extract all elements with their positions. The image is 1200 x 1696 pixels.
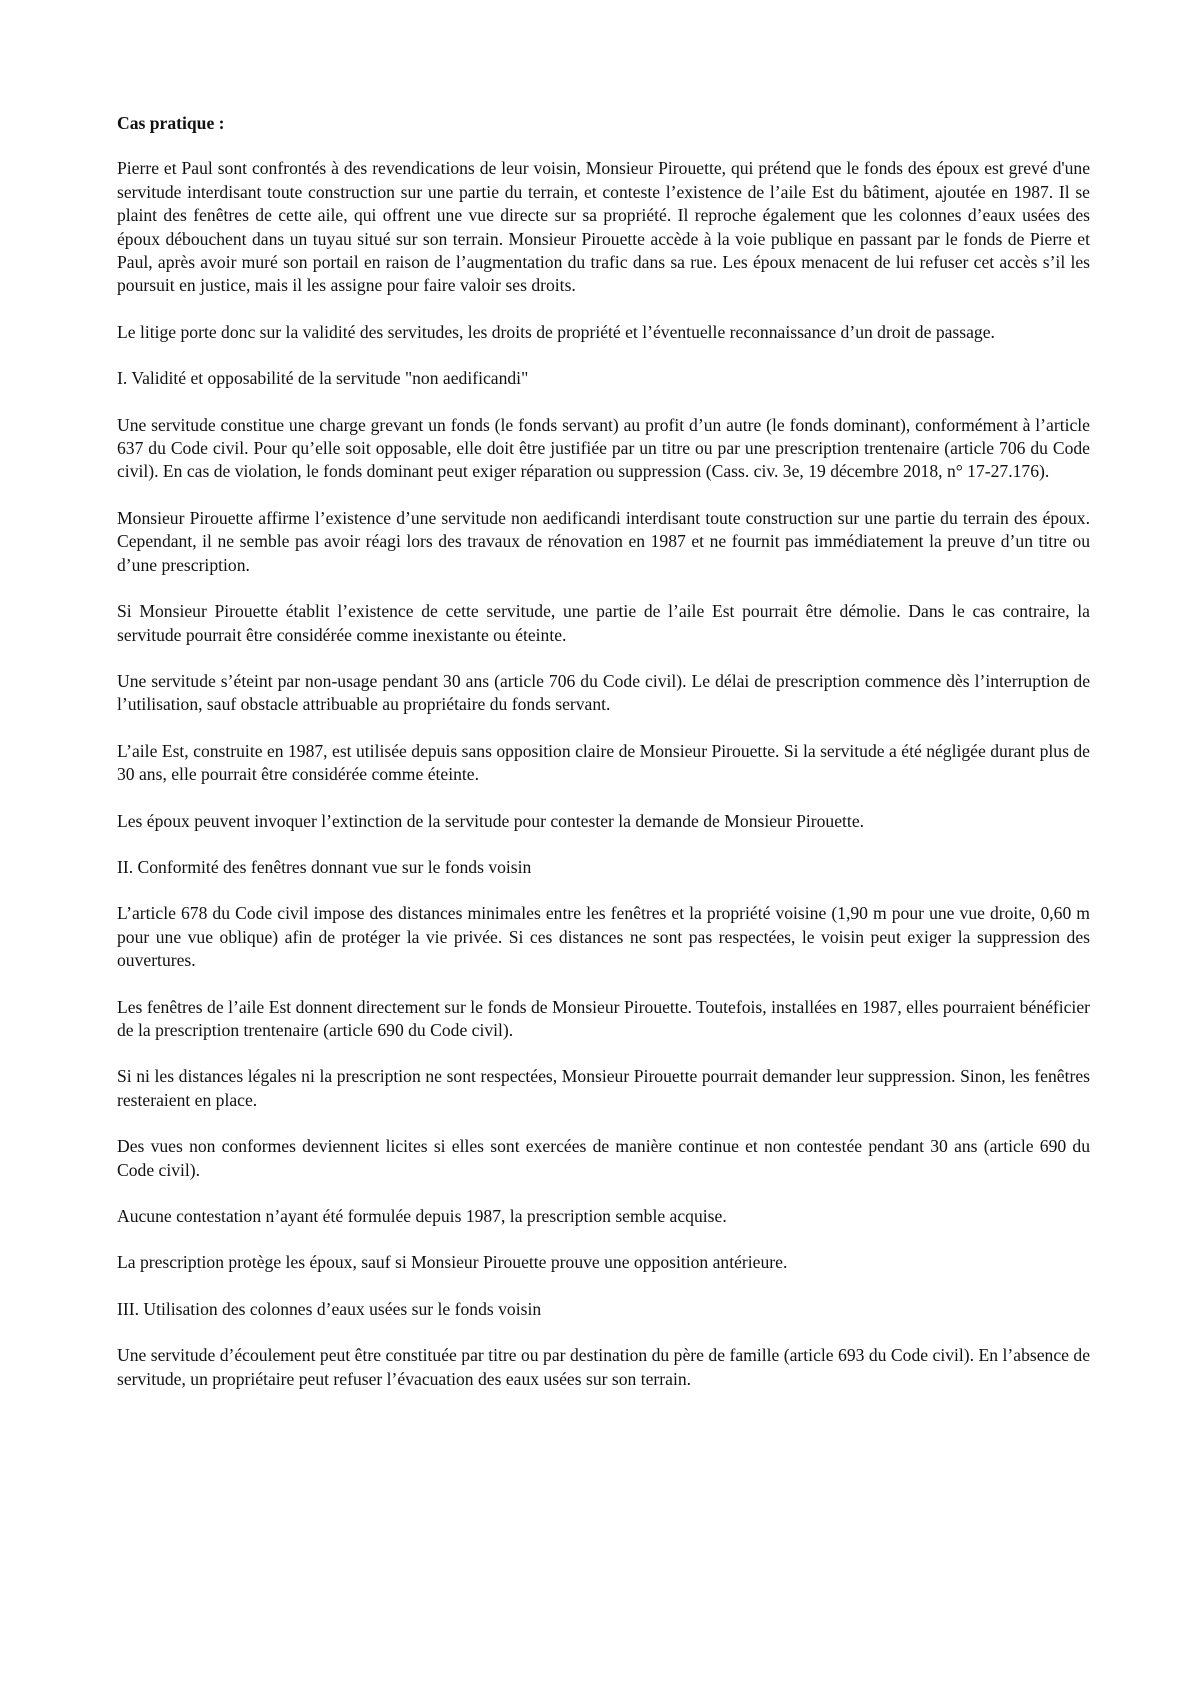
- document-title: Cas pratique :: [117, 113, 225, 133]
- section-heading-2: II. Conformité des fenêtres donnant vue sur le fonds voisin: [117, 856, 532, 877]
- paragraph-aile-est: L’aile Est, construite en 1987, est utilisée depuis sans opposition claire de Monsieur Pirouette. Si la servitude a été négligée durant plus de 30 ans, elle pourrait être considérée comme éteinte.: [117, 740, 1090, 785]
- paragraph-pirouette-claim: Monsieur Pirouette affirme l’existence d’une servitude non aedificandi interdisant toute construction sur une partie du terrain des époux. Cependant, il ne semble pas avoir réagi lors des travaux de rénovation en 1987 et ne fournit pas immédiatement la preuve d’un titre ou d’une prescription.: [117, 507, 1090, 575]
- paragraph-article-678: L’article 678 du Code civil impose des distances minimales entre les fenêtres et la propriété voisine (1,90 m pour une vue droite, 0,60 m pour une vue oblique) afin de protéger la vie privée. Si ces distances ne sont pas respectées, le voisin peut exiger la suppression des ouvertures.: [117, 903, 1090, 971]
- section-heading-1: I. Validité et opposabilité de la servitude "non aedificandi": [117, 368, 529, 389]
- paragraph-fenetres: Les fenêtres de l’aile Est donnent directement sur le fonds de Monsieur Pirouette. Toutefois, installées en 1987, elles pourraient bénéficier de la prescription trentenaire (article 690 du Code civil).: [117, 996, 1090, 1040]
- section-heading-3: III. Utilisation des colonnes d’eaux usées sur le fonds voisin: [117, 1298, 542, 1319]
- paragraph-non-usage: Une servitude s’éteint par non-usage pendant 30 ans (article 706 du Code civil). Le délai de prescription commence dès l’interruption de l’utilisation, sauf obstacle attribuable au propriétaire du fonds servant.: [117, 670, 1090, 715]
- paragraph-prescription: La prescription protège les époux, sauf si Monsieur Pirouette prouve une opposition antérieure.: [117, 1252, 788, 1273]
- paragraph-servitude-definition: Une servitude constitue une charge grevant un fonds (le fonds servant) au profit d’un autre (le fonds dominant), conformément à l’article 637 du Code civil. Pour qu’elle soit opposable, elle doit être justifiée par un titre ou par une prescription trentenaire (article 706 du Code civil). En cas de violation, le fonds dominant peut exiger réparation ou suppression (Cass. civ. 3e, 19 décembre 2018, n° 17-27.176).: [117, 414, 1090, 482]
- paragraph-contestation: Aucune contestation n’ayant été formulée depuis 1987, la prescription semble acquise.: [117, 1206, 727, 1226]
- paragraph-ecoulement: Une servitude d’écoulement peut être constituée par titre ou par destination du père de famille (article 693 du Code civil). En l’absence de servitude, un propriétaire peut refuser l’évacuation des eaux usées sur son terrain.: [117, 1345, 1090, 1389]
- document-page: [117, 112, 1090, 1414]
- paragraph-suppression: Si ni les distances légales ni la prescription ne sont respectées, Monsieur Pirouette pourrait demander leur suppression. Sinon, les fenêtres resteraient en place.: [117, 1066, 1090, 1110]
- paragraph-vues-licites: Des vues non conformes deviennent licites si elles sont exercées de manière continue et non contestée pendant 30 ans (article 690 du Code civil).: [117, 1136, 1090, 1180]
- paragraph-demolition: Si Monsieur Pirouette établit l’existence de cette servitude, une partie de l’aile Est pourrait être démolie. Dans le cas contraire, la servitude pourrait être considérée comme inexistante ou éteinte.: [117, 601, 1090, 645]
- paragraph-intro: Pierre et Paul sont confrontés à des revendications de leur voisin, Monsieur Pirouette, qui prétend que le fonds des époux est grevé d'une servitude interdisant toute construction sur une partie du terrain, et conteste l’existence de l’aile Est du bâtiment, ajoutée en 1987. Il se plaint des fenêtres de cette aile, qui offrent une vue directe sur sa propriété. Il reproche également que les colonnes d’eaux usées des époux débouchent dans un tuyau situé sur son terrain. Monsieur Pirouette accède à la voie publique en passant par le fonds de Pierre et Paul, après avoir muré son portail en raison de l’augmentation du trafic dans sa rue. Les époux menacent de lui refuser cet accès s’il les poursuit en justice, mais il les assigne pour faire valoir ses droits.: [117, 158, 1090, 296]
- paragraph-extinction: Les époux peuvent invoquer l’extinction de la servitude pour contester la demande de Monsieur Pirouette.: [117, 810, 865, 831]
- paragraph-litige: Le litige porte donc sur la validité des servitudes, les droits de propriété et l’éventuelle reconnaissance d’un droit de passage.: [117, 321, 995, 342]
